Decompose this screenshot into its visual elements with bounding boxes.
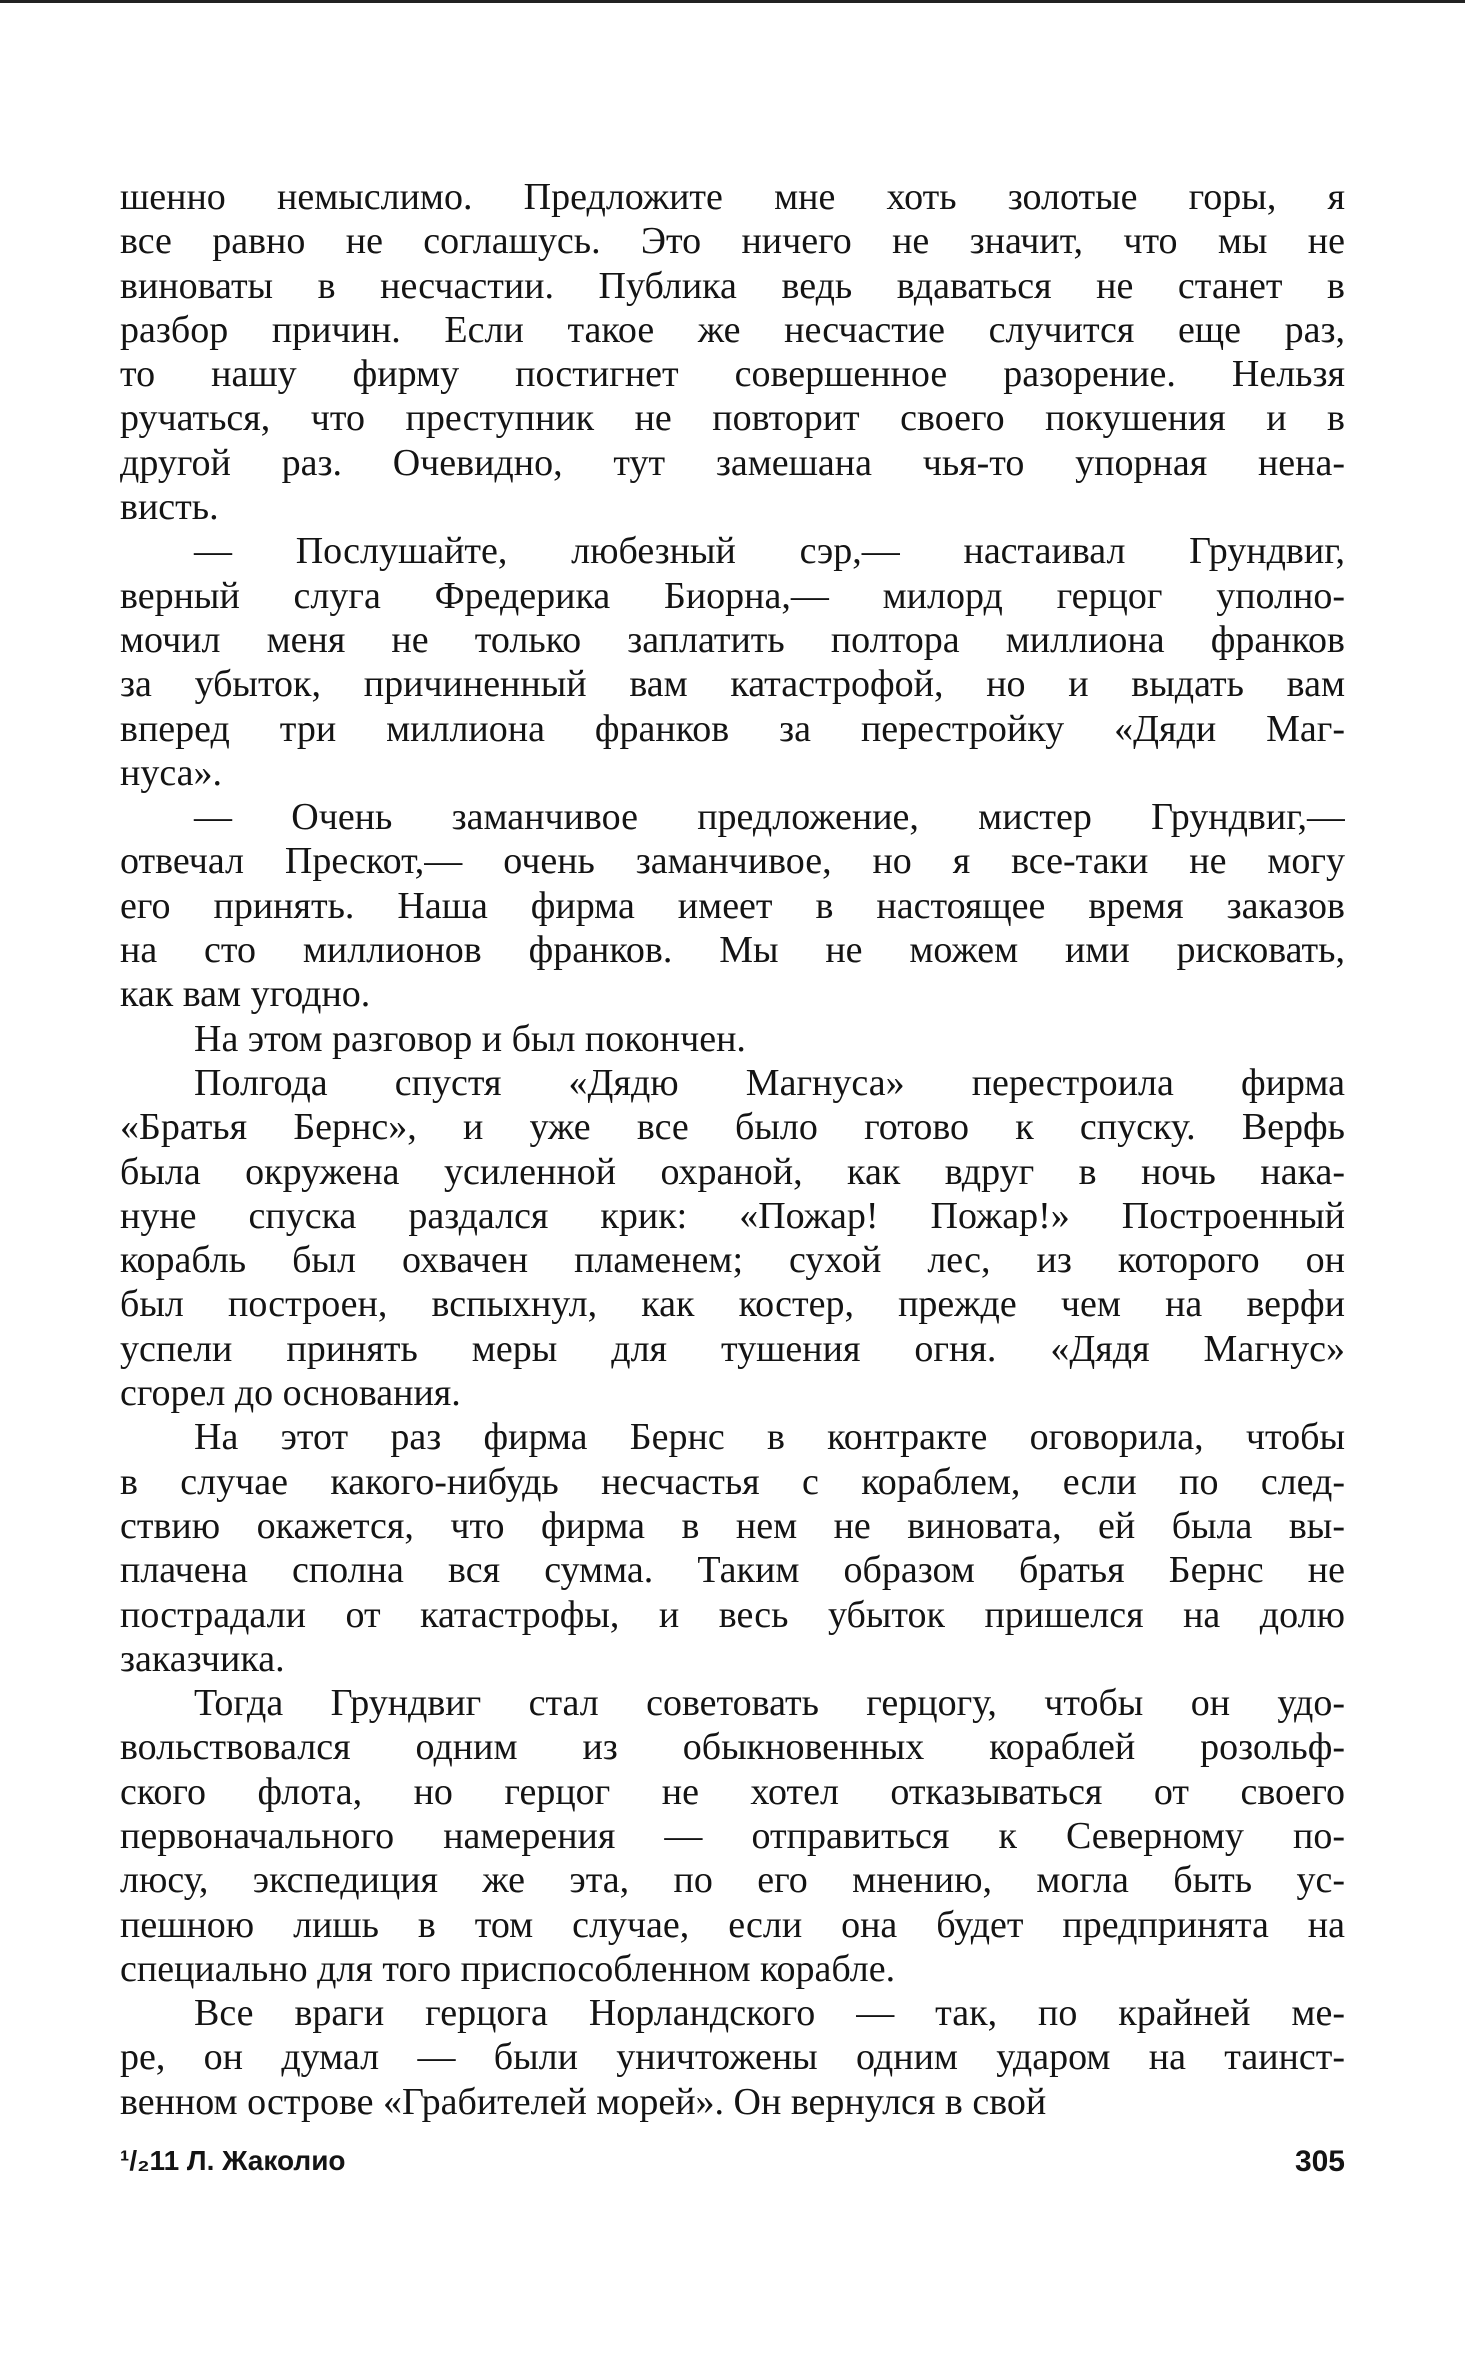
text-line: нуса». <box>120 751 223 794</box>
text-line: пострадали от катастрофы, и весь убыток пришелся на долю <box>120 1593 1345 1636</box>
text-line: вперед три миллиона франков за перестройку «Дяди Маг- <box>120 707 1345 750</box>
paragraph <box>120 795 1345 1016</box>
paragraph <box>120 1681 1345 1991</box>
paragraph <box>120 1415 1345 1681</box>
text-line: венном острове «Грабителей морей». Он вернулся в свой <box>120 2080 1047 2123</box>
paragraph <box>120 1017 1345 1061</box>
text-line: на сто миллионов франков. Мы не можем ими рисковать, <box>120 929 1345 972</box>
text-line: был построен, вспыхнул, как костер, прежде чем на верфи <box>120 1283 1345 1326</box>
text-line: как вам угодно. <box>120 973 371 1016</box>
text-line: разбор причин. Если такое же несчастие случится еще раз, <box>120 308 1345 351</box>
text-line: отвечал Прескот,— очень заманчивое, но я все-таки не могу <box>120 840 1345 883</box>
text-line: верный слуга Фредерика Биорна,— милорд герцог уполно- <box>120 574 1345 617</box>
text-line: плачена сполна вся сумма. Таким образом братья Бернс не <box>120 1549 1345 1592</box>
paragraph <box>120 529 1345 795</box>
text-line: На этот раз фирма Бернс в контракте оговорила, чтобы <box>194 1416 1345 1459</box>
text-line: вольствовался одним из обыкновенных кораблей розольф- <box>120 1726 1345 1769</box>
text-line: то нашу фирму постигнет совершенное разорение. Нельзя <box>120 353 1345 396</box>
text-line: висть. <box>120 486 219 529</box>
text-line: Тогда Грундвиг стал советовать герцогу, чтобы он удо- <box>194 1682 1345 1725</box>
text-line: мочил меня не только заплатить полтора миллиона франков <box>120 618 1345 661</box>
text-line: была окружена усиленной охраной, как вдруг в ночь нака- <box>120 1150 1345 1193</box>
text-line: заказчика. <box>120 1637 285 1680</box>
text-line: люсу, экспедиция же эта, по его мнению, могла быть ус- <box>120 1859 1345 1902</box>
text-line: ре, он думал — были уничтожены одним ударом на таинст- <box>120 2036 1345 2079</box>
text-line: специально для того приспособленном корабле. <box>120 1947 896 1990</box>
paragraph <box>120 1061 1345 1415</box>
text-line: виноваты в несчастии. Публика ведь вдаваться не станет в <box>120 264 1345 307</box>
text-line: за убыток, причиненный вам катастрофой, но и выдать вам <box>120 663 1345 706</box>
text-line: другой раз. Очевидно, тут замешана чья-то упорная нена- <box>120 441 1345 484</box>
text-line: все равно не соглашусь. Это ничего не значит, что мы не <box>120 220 1345 263</box>
text-line: сгорел до основания. <box>120 1372 461 1415</box>
text-line: «Братья Бернс», и уже все было готово к спуску. Верфь <box>120 1106 1345 1149</box>
text-line: пешною лишь в том случае, если она будет предпринята на <box>120 1903 1345 1946</box>
text-line: шенно немыслимо. Предложите мне хоть золотые горы, я <box>120 176 1345 218</box>
page-footer <box>120 2145 1345 2185</box>
text-line: корабль был охвачен пламенем; сухой лес, из которого он <box>120 1239 1345 1282</box>
text-line: ручаться, что преступник не повторит своего покушения и в <box>120 397 1345 440</box>
text-line: На этом разговор и был покончен. <box>194 1017 746 1060</box>
page-body-text <box>120 175 1345 2124</box>
text-line: в случае какого-нибудь несчастья с кораблем, если по след- <box>120 1460 1345 1503</box>
text-line: ского флота, но герцог не хотел отказываться от своего <box>120 1770 1345 1813</box>
footer-signature: ¹/₂11 Л. Жаколио <box>120 2145 346 2176</box>
text-line: нуне спуска раздался крик: «Пожар! Пожар!» Построенный <box>120 1194 1345 1237</box>
text-line: успели принять меры для тушения огня. «Дядя Магнус» <box>120 1327 1345 1370</box>
text-line: — Очень заманчивое предложение, мистер Грундвиг,— <box>194 796 1345 839</box>
page-number: 305 <box>1294 2145 1345 2178</box>
text-line: его принять. Наша фирма имеет в настоящее время заказов <box>120 884 1345 927</box>
paragraph <box>120 175 1345 529</box>
text-line: ствию окажется, что фирма в нем не виновата, ей была вы- <box>120 1504 1345 1547</box>
text-line: — Послушайте, любезный сэр,— настаивал Грундвиг, <box>194 530 1345 573</box>
paragraph <box>120 1991 1345 2124</box>
text-line: Все враги герцога Норландского — так, по крайней ме- <box>194 1992 1345 2035</box>
text-line: Полгода спустя «Дядю Магнуса» перестроила фирма <box>194 1061 1345 1104</box>
top-border-rule <box>0 0 1465 3</box>
text-line: первоначального намерения — отправиться к Северному по- <box>120 1814 1345 1857</box>
